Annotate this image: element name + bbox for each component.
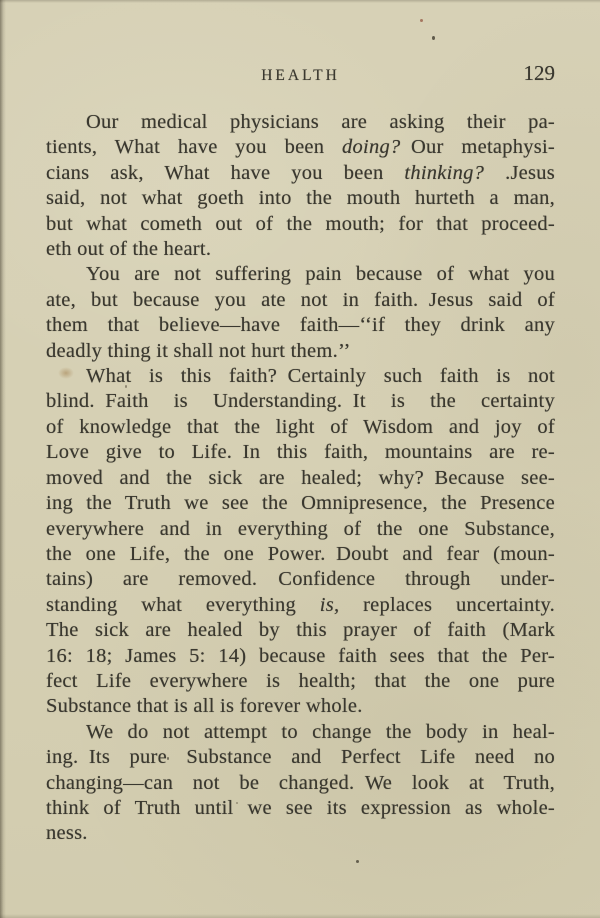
paper-speck (420, 19, 423, 22)
text-line: deadly thing it shall not hurt them.’’ (46, 339, 351, 362)
page-edge-shadow-bottom (0, 914, 600, 918)
text-line: You are not suffering pain because of what you (86, 263, 555, 286)
text-line: 16: 18; James 5: 14) because faith sees that the Per- (46, 644, 555, 667)
page-edge-shadow-left (0, 0, 6, 918)
page-edge-shadow-top (0, 0, 600, 3)
text-line: eth out of the heart. (46, 238, 212, 261)
text-line: think of Truth until we see its expression as whole- (46, 796, 555, 819)
text-line: We do not attempt to change the body in heal- (86, 720, 555, 743)
paragraph (46, 110, 555, 262)
text-line: ness. (46, 822, 88, 845)
text-line: standing what everything is, replaces uncertainty. (46, 593, 555, 616)
text-line: them that believe—have faith—‘‘if they drink any (46, 314, 555, 337)
text-line: cians ask, What have you been thinking? .Jesus (46, 161, 555, 184)
text-line: ate, but because you ate not in faith. Jesus said of (46, 288, 555, 311)
text-line: tients, What have you been doing? Our metaphysi- (46, 136, 555, 159)
text-block (46, 110, 555, 847)
text-line: everywhere and in everything of the one Substance, (46, 517, 555, 540)
text-line: said, not what goeth into the mouth hurteth a man, (46, 187, 555, 210)
text-line: The sick are healed by this prayer of faith (Mark (46, 619, 555, 642)
paper-speck (356, 860, 359, 863)
text-line: blind. Faith is Understanding. It is the certainty (46, 390, 555, 413)
text-line: Our medical physicians are asking their pa- (86, 111, 555, 133)
text-line: moved and the sick are healed; why? Because see- (46, 466, 555, 489)
text-line: Love give to Life. In this faith, mountains are re- (46, 441, 555, 464)
text-line: of knowledge that the light of Wisdom and joy of (46, 415, 555, 438)
paragraph (46, 364, 555, 720)
paper-speck (432, 36, 435, 40)
running-title: HEALTH (261, 67, 340, 84)
text-line: ing. Its pure Substance and Perfect Life need no (46, 746, 555, 769)
text-line: but what cometh out of the mouth; for that proceed- (46, 212, 555, 235)
text-line: tains) are removed. Confidence through under- (46, 568, 555, 591)
paragraph (46, 720, 555, 847)
page-number: 129 (523, 61, 555, 85)
text-line: the one Life, the one Power. Doubt and fear (moun- (46, 542, 555, 565)
paragraph (46, 262, 555, 364)
text-line: changing—can not be changed. We look at Truth, (46, 771, 555, 794)
text-line: Substance that is all is forever whole. (46, 695, 363, 718)
text-line: ing the Truth we see the Omnipresence, the Presence (46, 492, 555, 515)
text-line: What is this faith? Certainly such faith is not (86, 365, 555, 388)
text-line: fect Life everywhere is health; that the one pure (46, 669, 555, 692)
running-head (46, 61, 555, 86)
